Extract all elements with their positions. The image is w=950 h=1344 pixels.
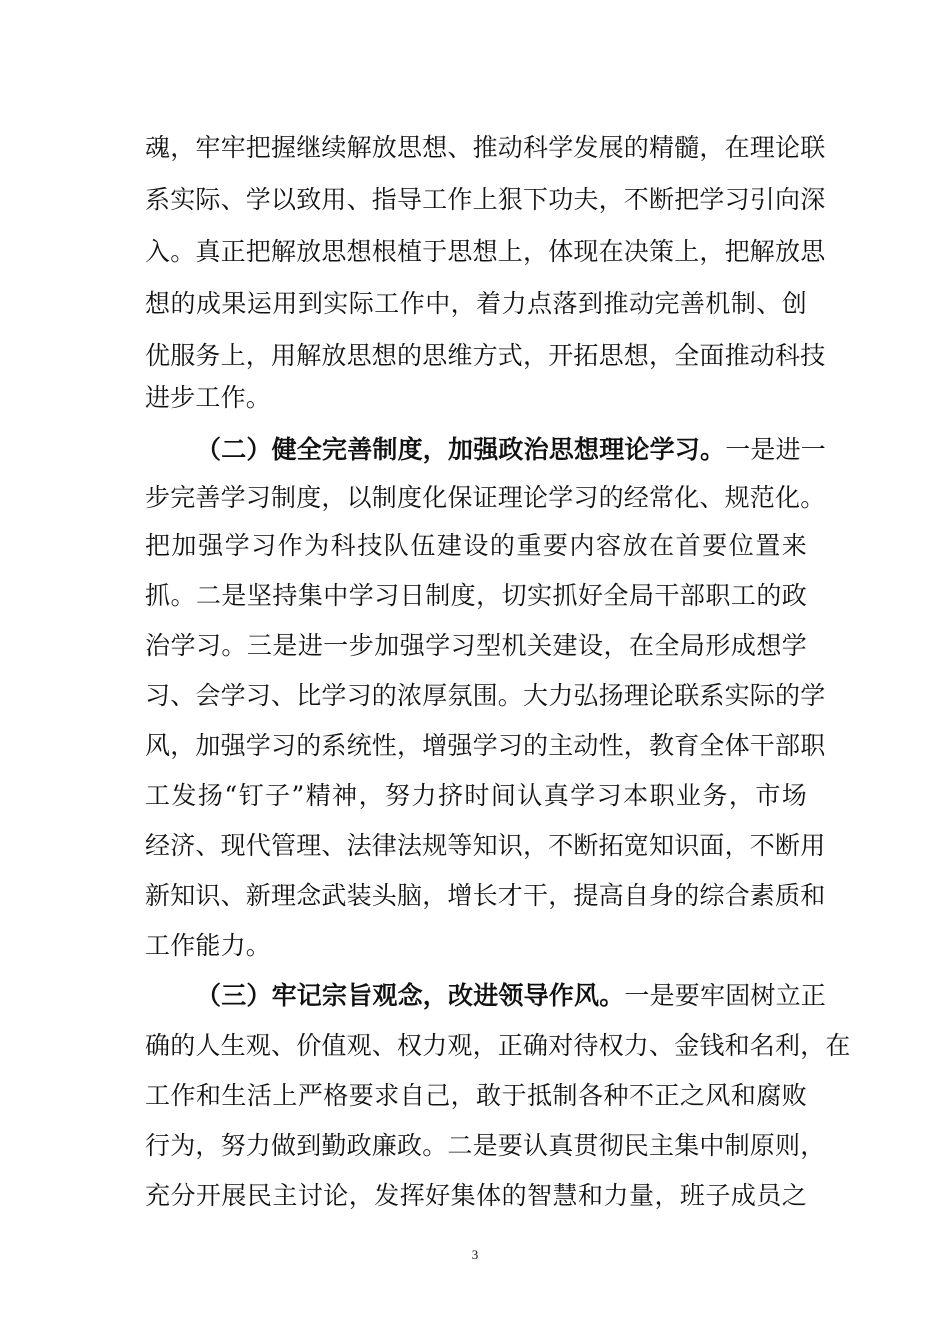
paragraph-3-line-5: 充分开展民主讨论，发挥好集体的智慧和力量，班子成员之 [145,1181,807,1210]
paragraph-3-line-4: 行为，努力做到勤政廉政。二是要认真贯彻民主集中制原则， [145,1131,826,1160]
section-heading-3: （三）牢记宗旨观念，改进领导作风。 [196,981,625,1010]
page-number: 3 [471,1247,479,1262]
paragraph-2-line-10: 新知识、新理念武装头脑，增长才干，提高自身的综合素质和 [145,881,826,910]
paragraph-2-line-6: 习、会学习、比学习的浓厚氛围。大力弘扬理论联系实际的学 [145,681,826,710]
paragraph-2-line-9: 经济、现代管理、法律法规等知识，不断拓宽知识面，不断用 [145,831,826,860]
paragraph-3-line-2: 确的人生观、价值观、权力观，正确对待权力、金钱和名利，在 [145,1031,851,1060]
paragraph-1-line-5: 优服务上，用解放思想的思维方式，开拓思想，全面推动科技 [145,341,826,370]
paragraph-3-first-line-text: 一是要牢固树立正 [624,981,827,1010]
paragraph-2-line-5: 治学习。三是进一步加强学习型机关建设，在全局形成想学 [145,631,807,660]
paragraph-1-line-2: 系实际、学以致用、指导工作上狠下功夫，不断把学习引向深 [145,185,826,214]
paragraph-1-line-3: 入。真正把解放思想根植于思想上，体现在决策上，把解放思 [145,237,826,266]
paragraph-2-first-line [196,424,827,476]
paragraph-1-line-1: 魂，牢牢把握继续解放思想、推动科学发展的精髓，在理论联 [145,133,826,162]
paragraph-2-line-4: 抓。二是坚持集中学习日制度，切实抓好全局干部职工的政 [145,581,807,610]
paragraph-2-line-3: 把加强学习作为科技队伍建设的重要内容放在首要位置来 [145,531,807,560]
section-heading-2: （二）健全完善制度，加强政治思想理论学习。 [196,435,726,464]
paragraph-3-line-3: 工作和生活上严格要求自己，敢于抵制各种不正之风和腐败 [145,1081,807,1110]
paragraph-3-first-line [196,970,827,1022]
paragraph-2-line-11: 工作能力。 [145,931,272,960]
paragraph-2-line-8: 工发扬“钉子”精神，努力挤时间认真学习本职业务，市场 [145,781,807,810]
paragraph-1-line-6: 进步工作。 [145,383,272,412]
paragraph-1-line-4: 想的成果运用到实际工作中，着力点落到推动完善机制、创 [145,289,807,318]
paragraph-2-line-7: 风，加强学习的系统性，增强学习的主动性，教育全体干部职 [145,731,826,760]
paragraph-2-first-line-text: 一是进一 [725,435,827,464]
paragraph-2-line-2: 步完善学习制度，以制度化保证理论学习的经常化、规范化。 [145,483,826,512]
